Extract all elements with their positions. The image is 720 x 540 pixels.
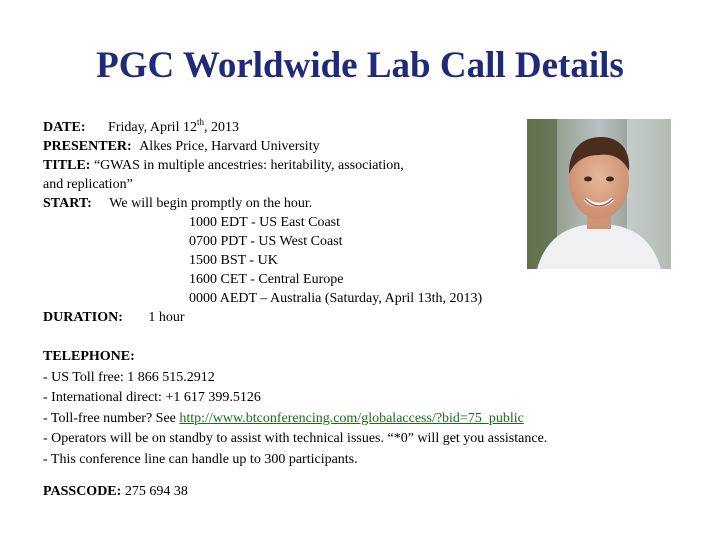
time-bst: 1500 BST - UK <box>189 253 278 268</box>
telephone-section <box>43 347 547 470</box>
date-row <box>43 118 543 137</box>
start-row <box>43 194 543 213</box>
presenter-photo <box>527 119 671 269</box>
presenter-row <box>43 137 543 156</box>
presenter-label: PRESENTER: <box>43 139 132 154</box>
capacity-line: - This conference line can handle up to 300 participants. <box>43 451 358 467</box>
presenter-value: Alkes Price, Harvard University <box>139 139 320 154</box>
duration-value: 1 hour <box>148 310 185 325</box>
date-label: DATE: <box>43 120 86 135</box>
operators-line: - Operators will be on standby to assist with technical issues. “*0” will get you assistance. <box>43 431 548 446</box>
talk-title-label: TITLE: <box>43 158 91 173</box>
time-pdt: 0700 PDT - US West Coast <box>189 234 343 249</box>
start-value: We will begin promptly on the hour. <box>109 196 313 211</box>
talk-title-line1: “GWAS in multiple ancestries: heritability, association, <box>93 158 404 173</box>
page-title: PGC Worldwide Lab Call Details <box>96 45 624 86</box>
passcode-value: 275 694 38 <box>124 484 188 499</box>
passcode-row <box>43 484 188 500</box>
start-label: START: <box>43 196 92 211</box>
international-line: - International direct: +1 617 399.5126 <box>43 390 261 405</box>
title-row <box>43 156 543 175</box>
tollfree-text: - Toll-free number? See <box>43 410 180 426</box>
call-details <box>43 118 543 327</box>
telephone-label: TELEPHONE: <box>43 349 135 364</box>
time-edt: 1000 EDT - US East Coast <box>189 215 341 230</box>
passcode-label: PASSCODE: <box>43 484 122 499</box>
talk-title-line2: and replication” <box>43 177 133 192</box>
time-cet: 1600 CET - Central Europe <box>189 272 344 287</box>
duration-label: DURATION: <box>43 310 123 325</box>
time-aedt: 0000 AEDT – Australia (Saturday, April 13th, 2013) <box>189 291 483 306</box>
duration-row <box>43 308 543 327</box>
tollfree-row <box>43 409 547 430</box>
date-value: Friday, April 12th, 2013 <box>108 117 239 135</box>
presenter-portrait-image <box>527 119 671 269</box>
global-access-link[interactable]: http://www.btconferencing.com/globalaccess/?bid=75_public <box>179 410 524 426</box>
us-tollfree-line: - US Toll free: 1 866 515.2912 <box>43 369 215 385</box>
